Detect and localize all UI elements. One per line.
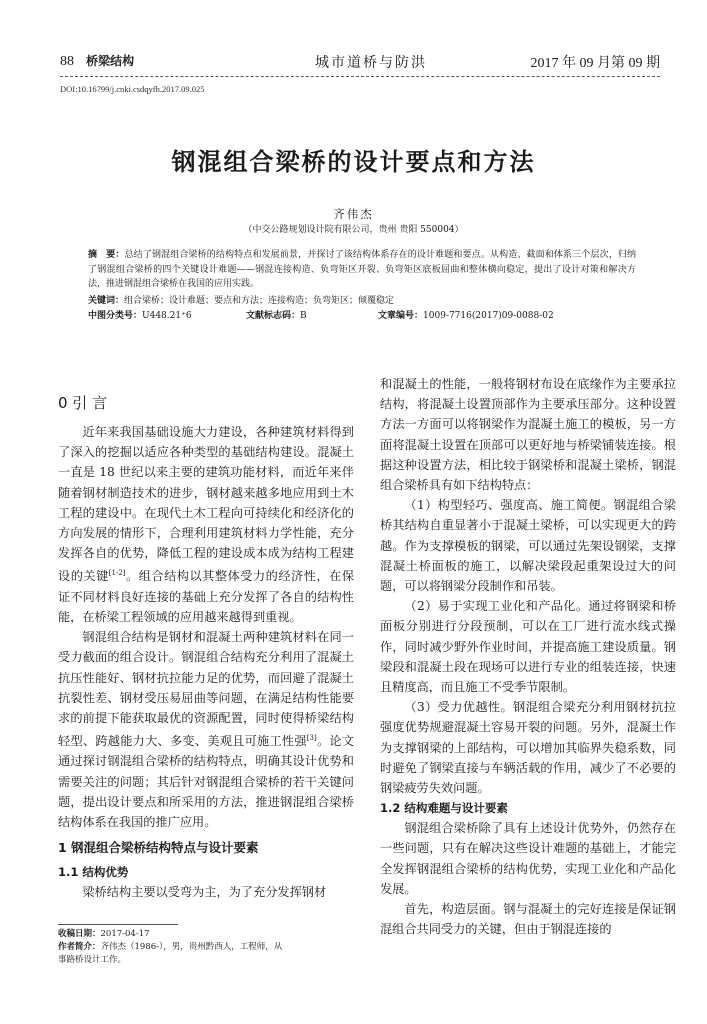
author-bio: 齐伟杰（1986-），男，贵州黔西人，工程师，从事路桥设计工作。 xyxy=(58,942,283,965)
paragraph: 近年来我国基础设施大力建设，各种建筑材料得到了深入的挖掘以适应各种类型的基础结构建设。混凝土一直是 18 世纪以来主要的建筑功能材料，而近年来伴随着钢材制造技术的进步，钢材越来越多地应用到土木工程的建设中。在现代土木工程向可持续化和经济化的方向发展的情形下，合理利用建筑材料力学性能，充分发挥各自的优势，降低工程的建设成本成为结构工程建设的关键[1-2]。组合结构以其整体受力的经济性，在保证不同材料良好连接的基础上充分发挥了各自的结构性能，在桥梁工程领域的应用越来越得到重视。 xyxy=(58,425,355,624)
author-affiliation: （中交公路规划设计院有限公司，贵州 贵阳 550004） xyxy=(243,225,464,235)
paragraph: 和混凝土的性能，一般将钢材布设在底缘作为主要承拉结构，将混凝土设置顶部作为主要承压部分。这种设置方法一方面可以将钢梁作为混凝土施工的模板，另一方面将混凝土设置在顶部可以更好地与桥梁铺装连接。根据这种设置方法，相比较于钢梁桥和混凝土梁桥，钢混组合梁桥具有如下结构特点： xyxy=(380,377,676,493)
keywords-text: 组合梁桥；设计难题；要点和方法；连接构造；负弯矩区；倾覆稳定 xyxy=(124,296,395,306)
paragraph: 钢混组合梁桥除了具有上述设计优势外，仍然存在一些问题，只有在解决这些设计难题的基础上，才能完全发挥钢混组合梁桥的结构优势，实现工业化和产品化发展。 xyxy=(380,821,676,896)
header-left xyxy=(60,52,134,70)
section-1-heading: 1 钢混组合梁桥结构特点与设计要素 xyxy=(58,840,259,856)
citation[interactable]: [3] xyxy=(306,734,317,743)
keywords xyxy=(88,294,636,308)
list-item: （2）易于实现工业化和产品化。通过将钢梁和桥面板分别进行分段预制，可以在工厂进行流水线式操作，同时减少野外作业时间，并提高施工建设质量。钢梁段和混凝土段在现场可以进行专业的组装连接，快速且精度高，而且施工不受季节限制。 xyxy=(380,599,676,695)
section-1-2-heading: 1.2 结构难题与设计要素 xyxy=(380,801,508,816)
section-1-1-heading: 1.1 结构优势 xyxy=(58,865,129,880)
article-no-label: 文章编号： xyxy=(378,311,424,321)
running-header xyxy=(60,52,660,74)
section-0-heading: 0 引 言 xyxy=(58,394,108,412)
paragraph: 首先，构造层面。钢与混凝土的完好连接是保证钢混组合共同受力的关键，但由于钢混连接的 xyxy=(380,902,676,937)
citation[interactable]: [1-2] xyxy=(108,569,126,578)
abstract xyxy=(88,248,636,292)
footnote-divider xyxy=(58,924,178,925)
list-item: （1）构型轻巧、强度高、施工简便。钢混组合梁桥其结构自重显著小于混凝土梁桥，可以实现更大的跨越。作为支撑模板的钢梁，可以通过先架设钢梁，支撑混凝土桥面板的施工，以解决梁段起重架设过大的问题，可以将钢梁分段制作和吊装。 xyxy=(380,498,676,594)
issue-info: 2017 年 09 月第 09 期 xyxy=(530,56,660,71)
author-name: 齐伟杰 xyxy=(333,207,374,221)
doc-code-value: B xyxy=(300,311,307,321)
paragraph: 钢混组合结构是钢材和混凝土两种建筑材料在同一受力截面的组合设计。钢混组合结构充分利用了混凝土抗压性能好、钢材抗拉能力足的优势，而回避了混凝土抗裂性差、钢材受压易屈曲等问题，在满足结构性能要求的前提下能获取最优的资源配置，同时使得桥梁结构轻型、跨越能力大、多变、美观且可施工性强[3]。论文通过探讨钢混组合梁桥的结构特点，明确其设计优势和需要关注的问题；其后针对钢混组合梁桥的若干关键问题，提出设计要点和所采用的方法，推进钢混组合梁桥结构体系在我国的推广应用。 xyxy=(58,630,355,829)
abstract-label: 摘 要： xyxy=(88,250,125,260)
header-divider xyxy=(60,76,660,77)
received-label: 收稿日期： xyxy=(58,929,101,939)
left-column xyxy=(58,392,354,902)
paragraph: 梁桥结构主要以受弯为主，为了充分发挥钢材 xyxy=(82,885,327,900)
keywords-label: 关键词： xyxy=(88,296,125,306)
doc-code-label: 文献标志码： xyxy=(246,311,301,321)
bio-label: 作者简介： xyxy=(58,942,101,952)
list-item: （3）受力优越性。钢混组合梁充分利用钢材抗拉强度优势规避混凝土容易开裂的问题。另外，混凝土作为支撑钢梁的上部结构，可以增加其临界失稳系数，同时避免了钢梁直接与车辆活载的作用，减少了不必要的钢梁疲劳失效问题。 xyxy=(380,700,676,796)
abstract-text: 总结了钢混组合梁桥的结构特点和发展前景，并探讨了该结构体系存在的设计难题和要点。从构造、截面和体系三个层次，归纳了钢混组合梁桥的四个关键设计难题——钢混连接构造、负弯矩区开裂、负弯矩区底板屈曲和整体横向稳定，提出了设计对策和解决方法，推进钢混组合梁桥在我国的应用实践。 xyxy=(88,250,636,289)
article-no-value: 1009-7716(2017)09-0088-02 xyxy=(423,311,554,321)
doi: DOI:10.16799/j.cnki.csdqyfh.2017.09.025 xyxy=(60,84,205,94)
received-date: 2017-04-17 xyxy=(100,929,150,939)
classification-line xyxy=(88,309,636,323)
section-name: 桥梁结构 xyxy=(86,54,135,68)
journal-name: 城市道桥与防洪 xyxy=(315,55,427,71)
right-column xyxy=(380,374,676,939)
clc-label: 中图分类号： xyxy=(88,311,143,321)
article-title: 钢混组合梁桥的设计要点和方法 xyxy=(171,147,536,176)
page-number: 88 xyxy=(60,54,74,69)
footnote xyxy=(58,928,288,967)
clc-value: U448.21⁺6 xyxy=(142,311,192,321)
